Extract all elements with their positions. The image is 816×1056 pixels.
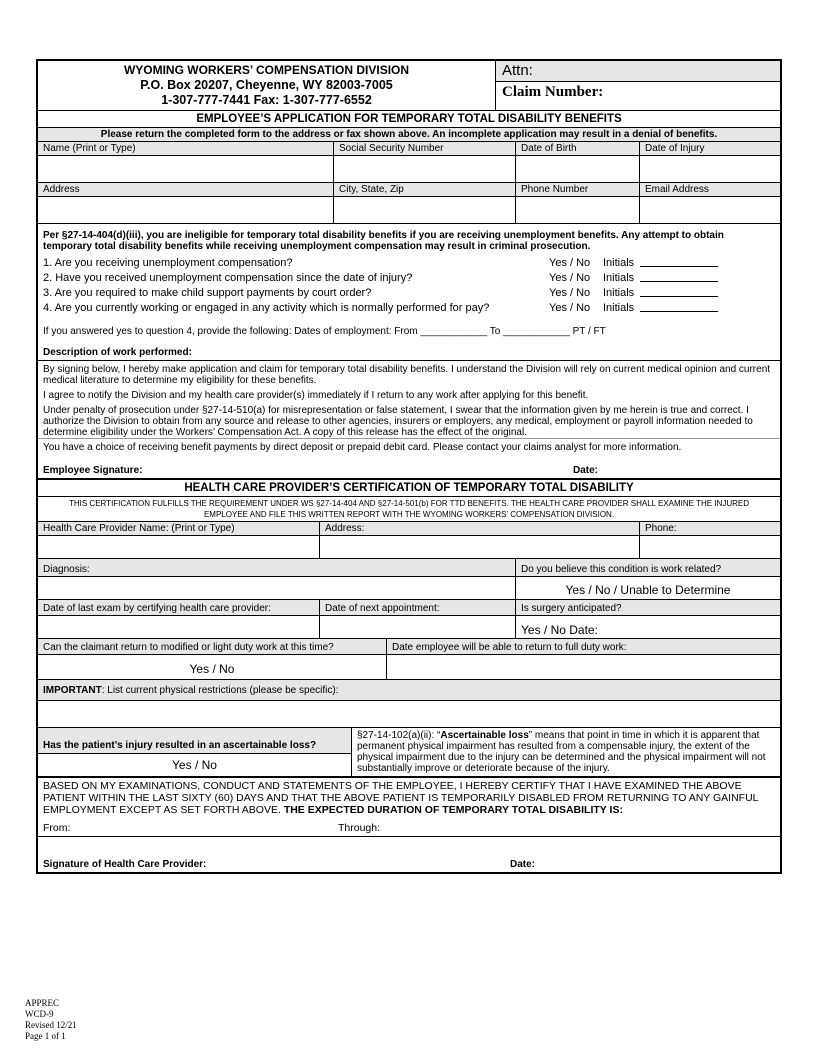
restrictions-input[interactable] [38, 701, 780, 727]
question-1-yes-no[interactable]: Yes / No [549, 257, 591, 269]
employee-section-title-row [38, 110, 780, 127]
attestation-block [38, 361, 780, 438]
provider-phone-label: Phone: [639, 522, 780, 535]
question-2-initials-label: Initials [603, 272, 635, 284]
penalty-paragraph: Under penalty of prosecution under §27-14-510(a) for misrepresentation or false statement, I swear that the information given by me herein is true and correct. I authorize the Division to obtain from any source and release to other agencies, insurers or employers, any medical, employment or payroll information needed to determine eligibility under the Workers’ Compensation Act. A copy of this release has the effect of the original. [43, 405, 753, 438]
question-1 [43, 256, 775, 271]
doi-input[interactable] [639, 156, 780, 182]
loss-definition [351, 728, 780, 776]
surgery-cell [515, 600, 780, 638]
question-1-text: 1. Are you receiving unemployment compensation? [43, 257, 293, 269]
claim-number-field[interactable]: Claim Number: [502, 84, 604, 100]
loss-question-label: Has the patient’s injury resulted in an ascertainable loss? [38, 728, 351, 754]
division-address-block [38, 61, 495, 110]
division-name: WYOMING WORKERS’ COMPENSATION DIVISION [123, 63, 410, 77]
work-related-cell [515, 559, 780, 599]
provider-address-label: Address: [319, 522, 639, 535]
employee-id-input-row [38, 155, 780, 182]
certification-duration: THE EXPECTED DURATION OF TEMPORARY TOTAL DISABILITY IS: [283, 804, 623, 816]
question-2-yes-no[interactable]: Yes / No [549, 272, 591, 284]
loss-definition-prefix: §27-14-102(a)(ii): “ [357, 730, 441, 741]
last-exam-cell [38, 600, 319, 638]
question-3-text: 3. Are you required to make child support payments by court order? [43, 287, 372, 299]
full-duty-label: Date employee will be able to return to full duty work: [387, 639, 780, 655]
diagnosis-label: Diagnosis: [38, 559, 515, 577]
question-4-text: 4. Are you currently working or engaged in any activity which is normally performed for pay? [43, 302, 490, 314]
restrictions-input-row [38, 700, 780, 727]
next-appt-label: Date of next appointment: [320, 600, 515, 616]
work-related-value[interactable]: Yes / No / Unable to Determine [565, 583, 731, 597]
division-phone-fax: 1-307-777-7441 Fax: 1-307-777-6552 [161, 93, 372, 107]
dob-label: Date of Birth [515, 142, 639, 155]
from-label[interactable]: From: [43, 822, 71, 834]
light-duty-value[interactable]: Yes / No [189, 662, 235, 676]
instructions-row [38, 127, 780, 141]
employee-signature-line [43, 465, 775, 476]
ssn-input[interactable] [333, 156, 515, 182]
light-duty-cell [38, 639, 386, 679]
question-3 [43, 286, 775, 301]
exam-row [38, 599, 780, 638]
ssn-label: Social Security Number [333, 142, 515, 155]
question-3-yes-no[interactable]: Yes / No [549, 287, 591, 299]
ttd-application-form [36, 59, 782, 874]
work-description-label[interactable]: Description of work performed: [43, 347, 192, 358]
question-4-initials-label: Initials [603, 302, 635, 314]
provider-label-row [38, 521, 780, 535]
return-instructions: Please return the completed form to the address or fax shown above. An incomplete application may result in a denial of benefits. [100, 129, 718, 140]
email-label: Email Address [639, 183, 780, 196]
question-4 [43, 301, 775, 316]
next-appt-cell [319, 600, 515, 638]
full-duty-input[interactable] [387, 655, 780, 679]
form-footer [25, 998, 77, 1042]
question-4-initials-line[interactable] [640, 301, 718, 312]
attn-field[interactable]: Attn: [496, 61, 780, 82]
duration-line [43, 822, 775, 836]
diagnosis-cell [38, 559, 515, 599]
provider-section-title: HEALTH CARE PROVIDER’S CERTIFICATION OF TEMPORARY TOTAL DISABILITY [184, 482, 634, 494]
light-duty-label: Can the claimant return to modified or light duty work at this time? [38, 639, 386, 655]
question-4-followup[interactable]: If you answered yes to question 4, provide the following: Dates of employment: From ____________ To ____________ PT / FT [43, 326, 606, 337]
certification-text: BASED ON MY EXAMINATIONS, CONDUCT AND STATEMENTS OF THE EMPLOYEE, I HEREBY CERTIFY THAT I HAVE EXAMINED THE ABOVE PATIENT WITHIN THE LAST SIXTY (60) DAYS AND THAT THE ABOVE PATIENT IS TEMPORARILY DISABLED FROM RETURNING TO ANY GAINFUL EMPLOYMENT EXCEPT AS SET FORTH ABOVE. [43, 780, 759, 816]
claim-paragraph: By signing below, I hereby make application and claim for temporary total disability benefits. I understand the Division will rely on current medical opinion and current medical literature to determine my eligibility for these benefits. [43, 364, 771, 386]
revision-date: Revised 12/21 [25, 1020, 77, 1030]
form-number: WCD-9 [25, 1009, 54, 1019]
provider-fulfills-text: THIS CERTIFICATION FULFILLS THE REQUIREMENT UNDER WS §27-14-404 AND §27-14-501(b) FOR TTD BENEFITS. THE HEALTH CARE PROVIDER SHALL EXAMINE THE INJURED EMPLOYEE AND FILE THIS WRITTEN REPORT WITH THE WYOMING WORKERS’ COMPENSATION DIVISION. [68, 499, 749, 519]
provider-name-label: Health Care Provider Name: (Print or Type) [43, 523, 235, 534]
provider-signature-label[interactable]: Signature of Health Care Provider: [43, 859, 207, 870]
restrictions-label-text: : List current physical restrictions (please be specific): [101, 685, 339, 696]
loss-definition-text: ” means that point in time in which it is apparent that permanent physical impairment has resulted from a compensable injury, the extent of the physical impairment due to the injury can be determined and the physical impairment will not substantially improve or deteriorate because of the injury. [357, 730, 766, 774]
form-header [38, 61, 780, 110]
question-2-text: 2. Have you received unemployment compensation since the date of injury? [43, 272, 413, 284]
restrictions-label [38, 680, 780, 700]
employee-section-title: EMPLOYEE’S APPLICATION FOR TEMPORARY TOTAL DISABILITY BENEFITS [196, 113, 622, 125]
restrictions-label-row [38, 679, 780, 700]
address-input[interactable] [38, 197, 333, 223]
question-1-initials-label: Initials [603, 257, 635, 269]
notify-paragraph: I agree to notify the Division and my health care provider(s) immediately if I return to any work after applying for this benefit. [43, 390, 589, 401]
important-label: IMPORTANT [43, 685, 102, 696]
provider-signature-row [38, 836, 780, 872]
phone-label: Phone Number [515, 183, 639, 196]
phone-input[interactable] [515, 197, 639, 223]
full-duty-cell [386, 639, 780, 679]
employee-contact-label-row [38, 182, 780, 196]
unemployment-warning: Per §27-14-404(d)(iii), you are ineligible for temporary total disability benefits if you are receiving unemployment benefits. Any attempt to obtain temporary total disability benefits while receiving unemployment compensation may result in criminal prosecution. [43, 230, 724, 252]
loss-question-cell [38, 728, 351, 776]
city-label: City, State, Zip [333, 183, 515, 196]
dob-input[interactable] [515, 156, 639, 182]
surgery-label: Is surgery anticipated? [516, 600, 780, 616]
work-related-label: Do you believe this condition is work related? [516, 559, 780, 577]
name-label: Name (Print or Type) [43, 143, 136, 154]
provider-title-row [38, 478, 780, 496]
provider-address-input[interactable] [319, 536, 639, 558]
attestation-section [38, 360, 780, 438]
payment-block [38, 439, 780, 478]
certification-row [38, 776, 780, 836]
last-exam-input[interactable] [38, 616, 319, 638]
attn-claim-block [495, 61, 780, 110]
surgery-value[interactable]: Yes / No Date: [521, 623, 598, 637]
provider-fulfills-row [38, 496, 780, 521]
employee-contact-input-row [38, 196, 780, 223]
loss-value[interactable]: Yes / No [172, 758, 217, 772]
question-2-initials-line[interactable] [640, 271, 718, 282]
provider-date-label[interactable]: Date: [510, 859, 536, 870]
payment-choice-paragraph: You have a choice of receiving benefit payments by direct deposit or prepaid debit card. Please contact your claims analyst for more information. [43, 442, 682, 453]
name-input[interactable] [38, 156, 333, 182]
provider-signature-block [38, 837, 780, 872]
diagnosis-input[interactable] [38, 577, 515, 599]
duty-row [38, 638, 780, 679]
email-input[interactable] [639, 197, 780, 223]
through-label[interactable]: Through: [338, 822, 381, 834]
question-3-initials-label: Initials [603, 287, 635, 299]
loss-definition-term: Ascertainable loss [440, 730, 529, 741]
provider-name-input[interactable] [38, 536, 319, 558]
last-exam-label: Date of last exam by certifying health care provider: [38, 600, 319, 616]
employee-signature-label[interactable]: Employee Signature: [43, 465, 143, 476]
provider-input-row [38, 535, 780, 558]
question-4-yes-no[interactable]: Yes / No [549, 302, 591, 314]
employee-id-label-row [38, 141, 780, 155]
doi-label: Date of Injury [639, 142, 780, 155]
unemployment-block [38, 224, 780, 360]
provider-phone-input[interactable] [639, 536, 780, 558]
form-code: APPREC [25, 998, 60, 1008]
unemployment-section [38, 223, 780, 360]
certification-block [38, 778, 780, 836]
question-1-initials-line[interactable] [640, 256, 718, 267]
address-label: Address [43, 184, 80, 195]
question-2 [43, 271, 775, 286]
payment-section [38, 438, 780, 478]
question-3-initials-line[interactable] [640, 286, 718, 297]
employee-date-label[interactable]: Date: [573, 465, 599, 476]
ascertainable-loss-row [38, 727, 780, 776]
division-po-box: P.O. Box 20207, Cheyenne, WY 82003-7005 [140, 78, 393, 92]
city-input[interactable] [333, 197, 515, 223]
diagnosis-row [38, 558, 780, 599]
next-appt-input[interactable] [320, 616, 515, 638]
page-number: Page 1 of 1 [25, 1031, 66, 1041]
